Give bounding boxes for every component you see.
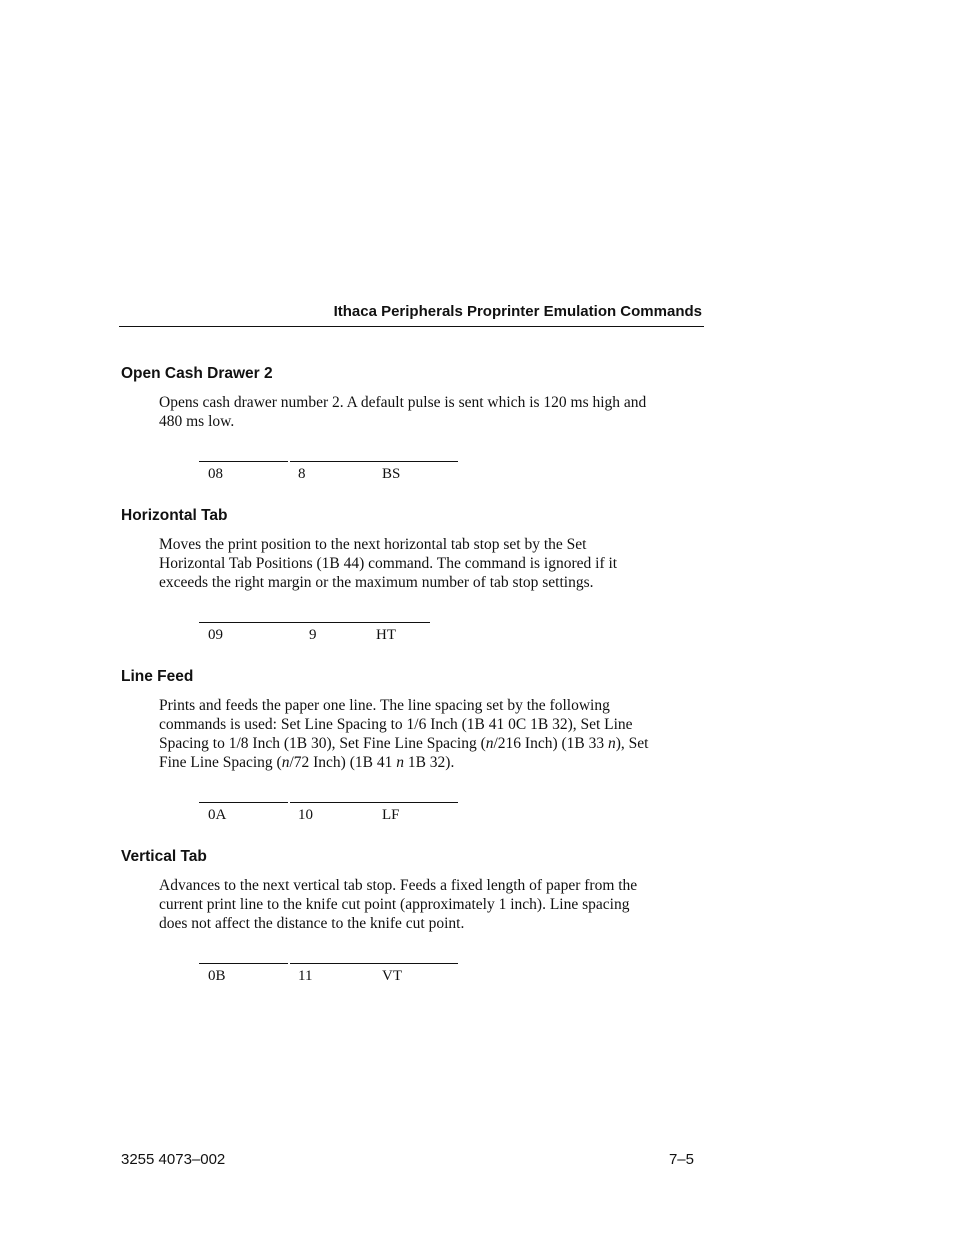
body-line: Opens cash drawer number 2. A default pulse is sent which is 120 ms high and bbox=[159, 394, 647, 411]
footer-page-number: 7–5 bbox=[668, 1151, 694, 1168]
body-text-run: /216 Inch) (1B 33 bbox=[493, 735, 609, 752]
italic-variable-n: n bbox=[396, 754, 404, 771]
body-text-run: Fine Line Spacing ( bbox=[159, 754, 282, 771]
section-heading-line-feed: Line Feed bbox=[121, 668, 194, 685]
code-rule bbox=[199, 963, 288, 964]
code-rule bbox=[199, 461, 288, 462]
code-rule bbox=[199, 802, 288, 803]
body-line: commands is used: Set Line Spacing to 1/6 Inch (1B 41 0C 1B 32), Set Line bbox=[159, 716, 633, 733]
body-line bbox=[159, 734, 699, 753]
header-rule bbox=[119, 326, 704, 327]
body-line: Horizontal Tab Positions (1B 44) command. The command is ignored if it bbox=[159, 555, 618, 572]
section-heading-horizontal-tab: Horizontal Tab bbox=[121, 507, 228, 524]
body-line: Prints and feeds the paper one line. The line spacing set by the following bbox=[159, 697, 610, 714]
ascii-code: BS bbox=[382, 466, 401, 482]
decimal-code: 9 bbox=[309, 627, 317, 643]
body-line: current print line to the knife cut point (approximately 1 inch). Line spacing bbox=[159, 896, 630, 913]
code-rule bbox=[290, 963, 458, 964]
decimal-code: 8 bbox=[298, 466, 306, 482]
running-header: Ithaca Peripherals Proprinter Emulation Commands bbox=[333, 303, 702, 320]
body-text-run: ), Set bbox=[615, 735, 649, 752]
hex-code: 0B bbox=[208, 968, 226, 984]
section-heading-vertical-tab: Vertical Tab bbox=[121, 848, 207, 865]
body-text-run: /72 Inch) (1B 41 bbox=[289, 754, 397, 771]
section-body-horizontal-tab bbox=[159, 535, 699, 592]
decimal-code: 11 bbox=[298, 968, 313, 984]
body-line: does not affect the distance to the knife cut point. bbox=[159, 915, 465, 932]
italic-variable-n: n bbox=[485, 735, 494, 752]
italic-variable-n: n bbox=[608, 735, 616, 752]
decimal-code: 10 bbox=[298, 807, 313, 823]
ascii-code: VT bbox=[382, 968, 402, 984]
hex-code: 0A bbox=[208, 807, 227, 823]
section-body-line-feed bbox=[159, 696, 699, 772]
section-body-vertical-tab bbox=[159, 876, 699, 933]
ascii-code: LF bbox=[382, 807, 400, 823]
body-text-run: 1B 32). bbox=[403, 754, 455, 771]
footer-doc-number: 3255 4073–002 bbox=[121, 1151, 226, 1168]
section-heading-open-cash-drawer-2: Open Cash Drawer 2 bbox=[121, 365, 273, 382]
section-body-open-cash-drawer-2 bbox=[159, 393, 699, 431]
code-rule bbox=[290, 461, 458, 462]
body-line: Moves the print position to the next horizontal tab stop set by the Set bbox=[159, 536, 587, 553]
code-rule bbox=[290, 802, 458, 803]
body-line bbox=[159, 753, 699, 772]
body-line: 480 ms low. bbox=[159, 413, 235, 430]
body-line: Advances to the next vertical tab stop. Feeds a fixed length of paper from the bbox=[159, 877, 638, 894]
body-text-run: Spacing to 1/8 Inch (1B 30), Set Fine Line Spacing ( bbox=[159, 735, 486, 752]
hex-code: 08 bbox=[208, 466, 223, 482]
ascii-code: HT bbox=[376, 627, 396, 643]
italic-variable-n: n bbox=[281, 754, 290, 771]
code-rule bbox=[199, 622, 430, 623]
body-line: exceeds the right margin or the maximum number of tab stop settings. bbox=[159, 574, 594, 591]
hex-code: 09 bbox=[208, 627, 223, 643]
